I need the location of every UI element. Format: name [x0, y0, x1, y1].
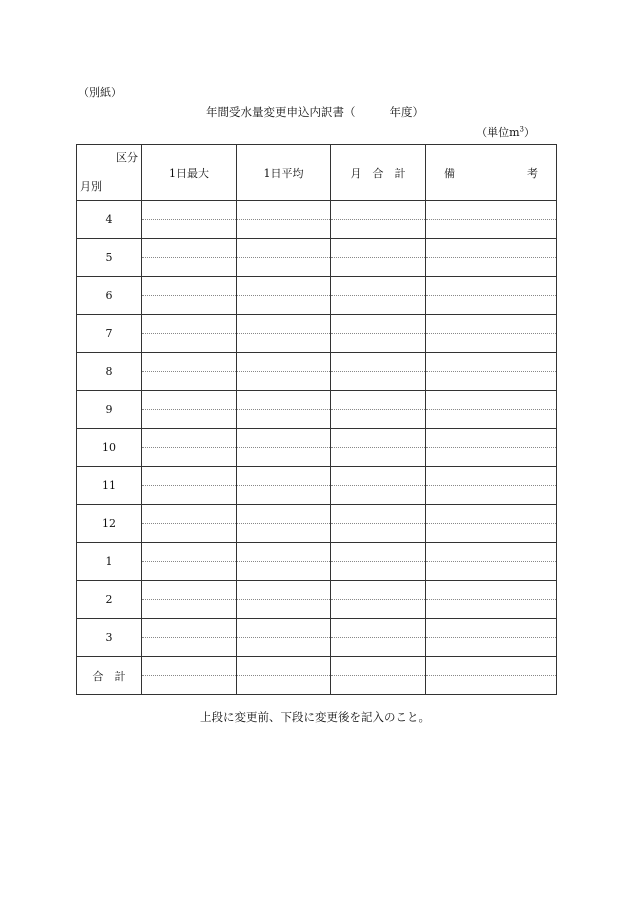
after-daily-avg-cell[interactable]: [237, 296, 331, 315]
month-cell: 3: [77, 619, 142, 657]
header-remarks-1: 備: [444, 166, 455, 180]
month-cell: 2: [77, 581, 142, 619]
month-cell: 4: [77, 201, 142, 239]
before-remarks-cell[interactable]: [426, 201, 557, 220]
table-row: [77, 543, 557, 562]
before-daily-max-cell[interactable]: [142, 657, 237, 676]
after-daily-avg-cell[interactable]: [237, 258, 331, 277]
after-remarks-cell[interactable]: [426, 600, 557, 619]
after-daily-max-cell[interactable]: [142, 600, 237, 619]
table-row: [77, 638, 557, 657]
after-month-total-cell[interactable]: [331, 334, 426, 353]
after-daily-max-cell[interactable]: [142, 638, 237, 657]
after-daily-max-cell[interactable]: [142, 258, 237, 277]
after-month-total-cell[interactable]: [331, 220, 426, 239]
table-row: [77, 581, 557, 600]
before-daily-max-cell[interactable]: [142, 315, 237, 334]
before-month-total-cell[interactable]: [331, 277, 426, 296]
table-row: [77, 372, 557, 391]
after-daily-max-cell[interactable]: [142, 372, 237, 391]
after-remarks-cell[interactable]: [426, 562, 557, 581]
header-month-total: 月 合 計: [331, 145, 426, 201]
before-daily-avg-cell[interactable]: [237, 543, 331, 562]
before-daily-avg-cell[interactable]: [237, 505, 331, 524]
table-row: [77, 239, 557, 258]
table-row: [77, 201, 557, 220]
header-remarks-2: 考: [527, 166, 538, 180]
after-daily-max-cell[interactable]: [142, 486, 237, 505]
after-daily-max-cell[interactable]: [142, 220, 237, 239]
after-remarks-cell[interactable]: [426, 524, 557, 543]
title-suffix: 年度）: [389, 105, 424, 119]
after-remarks-cell[interactable]: [426, 486, 557, 505]
month-cell: 6: [77, 277, 142, 315]
after-month-total-cell[interactable]: [331, 258, 426, 277]
before-month-total-cell[interactable]: [331, 581, 426, 600]
before-daily-max-cell[interactable]: [142, 543, 237, 562]
before-remarks-cell[interactable]: [426, 581, 557, 600]
table-header-row: [77, 145, 557, 201]
header-category-label: 区分: [116, 151, 138, 164]
after-daily-max-cell[interactable]: [142, 562, 237, 581]
header-daily-max: 1日最大: [142, 145, 237, 201]
header-month-label: 月別: [80, 180, 102, 193]
before-daily-avg-cell[interactable]: [237, 239, 331, 258]
before-remarks-cell[interactable]: [426, 277, 557, 296]
after-daily-avg-cell[interactable]: [237, 524, 331, 543]
before-month-total-cell[interactable]: [331, 657, 426, 676]
after-month-total-cell[interactable]: [331, 372, 426, 391]
after-daily-avg-cell[interactable]: [237, 486, 331, 505]
before-daily-max-cell[interactable]: [142, 581, 237, 600]
header-daily-avg: 1日平均: [237, 145, 331, 201]
after-remarks-cell[interactable]: [426, 296, 557, 315]
after-daily-avg-cell[interactable]: [237, 600, 331, 619]
after-month-total-cell[interactable]: [331, 410, 426, 429]
before-daily-avg-cell[interactable]: [237, 353, 331, 372]
table-row: [77, 562, 557, 581]
before-month-total-cell[interactable]: [331, 429, 426, 448]
after-month-total-cell[interactable]: [331, 676, 426, 695]
attachment-label: （別紙）: [78, 86, 122, 99]
before-daily-max-cell[interactable]: [142, 239, 237, 258]
table-row: [77, 619, 557, 638]
before-daily-max-cell[interactable]: [142, 353, 237, 372]
after-daily-max-cell[interactable]: [142, 676, 237, 695]
after-month-total-cell[interactable]: [331, 296, 426, 315]
before-daily-avg-cell[interactable]: [237, 201, 331, 220]
after-daily-avg-cell[interactable]: [237, 638, 331, 657]
table-row: [77, 258, 557, 277]
before-daily-avg-cell[interactable]: [237, 391, 331, 410]
before-daily-max-cell[interactable]: [142, 619, 237, 638]
after-daily-avg-cell[interactable]: [237, 410, 331, 429]
before-daily-max-cell[interactable]: [142, 467, 237, 486]
month-cell: 合 計: [77, 657, 142, 695]
before-daily-max-cell[interactable]: [142, 277, 237, 296]
before-remarks-cell[interactable]: [426, 543, 557, 562]
month-cell: 5: [77, 239, 142, 277]
before-remarks-cell[interactable]: [426, 657, 557, 676]
table-row: [77, 524, 557, 543]
before-remarks-cell[interactable]: [426, 239, 557, 258]
after-remarks-cell[interactable]: [426, 334, 557, 353]
before-remarks-cell[interactable]: [426, 619, 557, 638]
table-row: [77, 277, 557, 296]
unit-text: （単位m: [476, 126, 520, 139]
month-cell: 1: [77, 543, 142, 581]
before-month-total-cell[interactable]: [331, 391, 426, 410]
before-daily-avg-cell[interactable]: [237, 657, 331, 676]
before-daily-max-cell[interactable]: [142, 201, 237, 220]
after-daily-avg-cell[interactable]: [237, 334, 331, 353]
after-daily-avg-cell[interactable]: [237, 220, 331, 239]
after-daily-avg-cell[interactable]: [237, 562, 331, 581]
table-row: [77, 467, 557, 486]
before-remarks-cell[interactable]: [426, 353, 557, 372]
after-daily-avg-cell[interactable]: [237, 372, 331, 391]
header-corner-cell: [77, 145, 142, 201]
table-row: [77, 315, 557, 334]
table-row: [77, 600, 557, 619]
after-daily-avg-cell[interactable]: [237, 676, 331, 695]
before-month-total-cell[interactable]: [331, 315, 426, 334]
after-remarks-cell[interactable]: [426, 372, 557, 391]
month-cell: 7: [77, 315, 142, 353]
table-row: [77, 220, 557, 239]
after-month-total-cell[interactable]: [331, 600, 426, 619]
before-remarks-cell[interactable]: [426, 505, 557, 524]
before-month-total-cell[interactable]: [331, 467, 426, 486]
before-remarks-cell[interactable]: [426, 467, 557, 486]
unit-close: ）: [524, 126, 535, 139]
after-remarks-cell[interactable]: [426, 448, 557, 467]
table-row: [77, 391, 557, 410]
month-cell: 9: [77, 391, 142, 429]
table-row: [77, 448, 557, 467]
table-row: [77, 505, 557, 524]
before-remarks-cell[interactable]: [426, 391, 557, 410]
after-month-total-cell[interactable]: [331, 486, 426, 505]
table-row: [77, 296, 557, 315]
before-daily-avg-cell[interactable]: [237, 429, 331, 448]
before-month-total-cell[interactable]: [331, 619, 426, 638]
after-month-total-cell[interactable]: [331, 448, 426, 467]
before-month-total-cell[interactable]: [331, 505, 426, 524]
table-row: [77, 334, 557, 353]
title-main: 年間受水量変更申込内訳書（: [206, 105, 356, 119]
table-row: [77, 486, 557, 505]
after-remarks-cell[interactable]: [426, 258, 557, 277]
unit-label: [476, 124, 535, 140]
before-daily-avg-cell[interactable]: [237, 467, 331, 486]
unit-superscript: 3: [519, 125, 524, 134]
after-month-total-cell[interactable]: [331, 562, 426, 581]
before-daily-avg-cell[interactable]: [237, 581, 331, 600]
after-remarks-cell[interactable]: [426, 220, 557, 239]
after-remarks-cell[interactable]: [426, 676, 557, 695]
header-remarks: [426, 145, 557, 201]
before-remarks-cell[interactable]: [426, 429, 557, 448]
after-remarks-cell[interactable]: [426, 410, 557, 429]
before-month-total-cell[interactable]: [331, 353, 426, 372]
after-daily-max-cell[interactable]: [142, 410, 237, 429]
table-row: [77, 410, 557, 429]
table-row: [77, 676, 557, 695]
footnote: 上段に変更前、下段に変更後を記入のこと。: [200, 710, 430, 724]
after-month-total-cell[interactable]: [331, 524, 426, 543]
before-daily-avg-cell[interactable]: [237, 619, 331, 638]
after-daily-max-cell[interactable]: [142, 448, 237, 467]
month-cell: 8: [77, 353, 142, 391]
after-daily-max-cell[interactable]: [142, 524, 237, 543]
before-daily-avg-cell[interactable]: [237, 315, 331, 334]
before-month-total-cell[interactable]: [331, 543, 426, 562]
month-cell: 10: [77, 429, 142, 467]
before-daily-max-cell[interactable]: [142, 391, 237, 410]
page-title: [0, 104, 630, 120]
breakdown-table: [76, 144, 557, 695]
after-remarks-cell[interactable]: [426, 638, 557, 657]
table-row: [77, 353, 557, 372]
before-daily-max-cell[interactable]: [142, 505, 237, 524]
before-month-total-cell[interactable]: [331, 201, 426, 220]
after-month-total-cell[interactable]: [331, 638, 426, 657]
after-daily-max-cell[interactable]: [142, 334, 237, 353]
after-daily-max-cell[interactable]: [142, 296, 237, 315]
month-cell: 12: [77, 505, 142, 543]
before-month-total-cell[interactable]: [331, 239, 426, 258]
table-row: [77, 657, 557, 676]
after-daily-avg-cell[interactable]: [237, 448, 331, 467]
before-remarks-cell[interactable]: [426, 315, 557, 334]
before-daily-max-cell[interactable]: [142, 429, 237, 448]
before-daily-avg-cell[interactable]: [237, 277, 331, 296]
table-row: [77, 429, 557, 448]
month-cell: 11: [77, 467, 142, 505]
